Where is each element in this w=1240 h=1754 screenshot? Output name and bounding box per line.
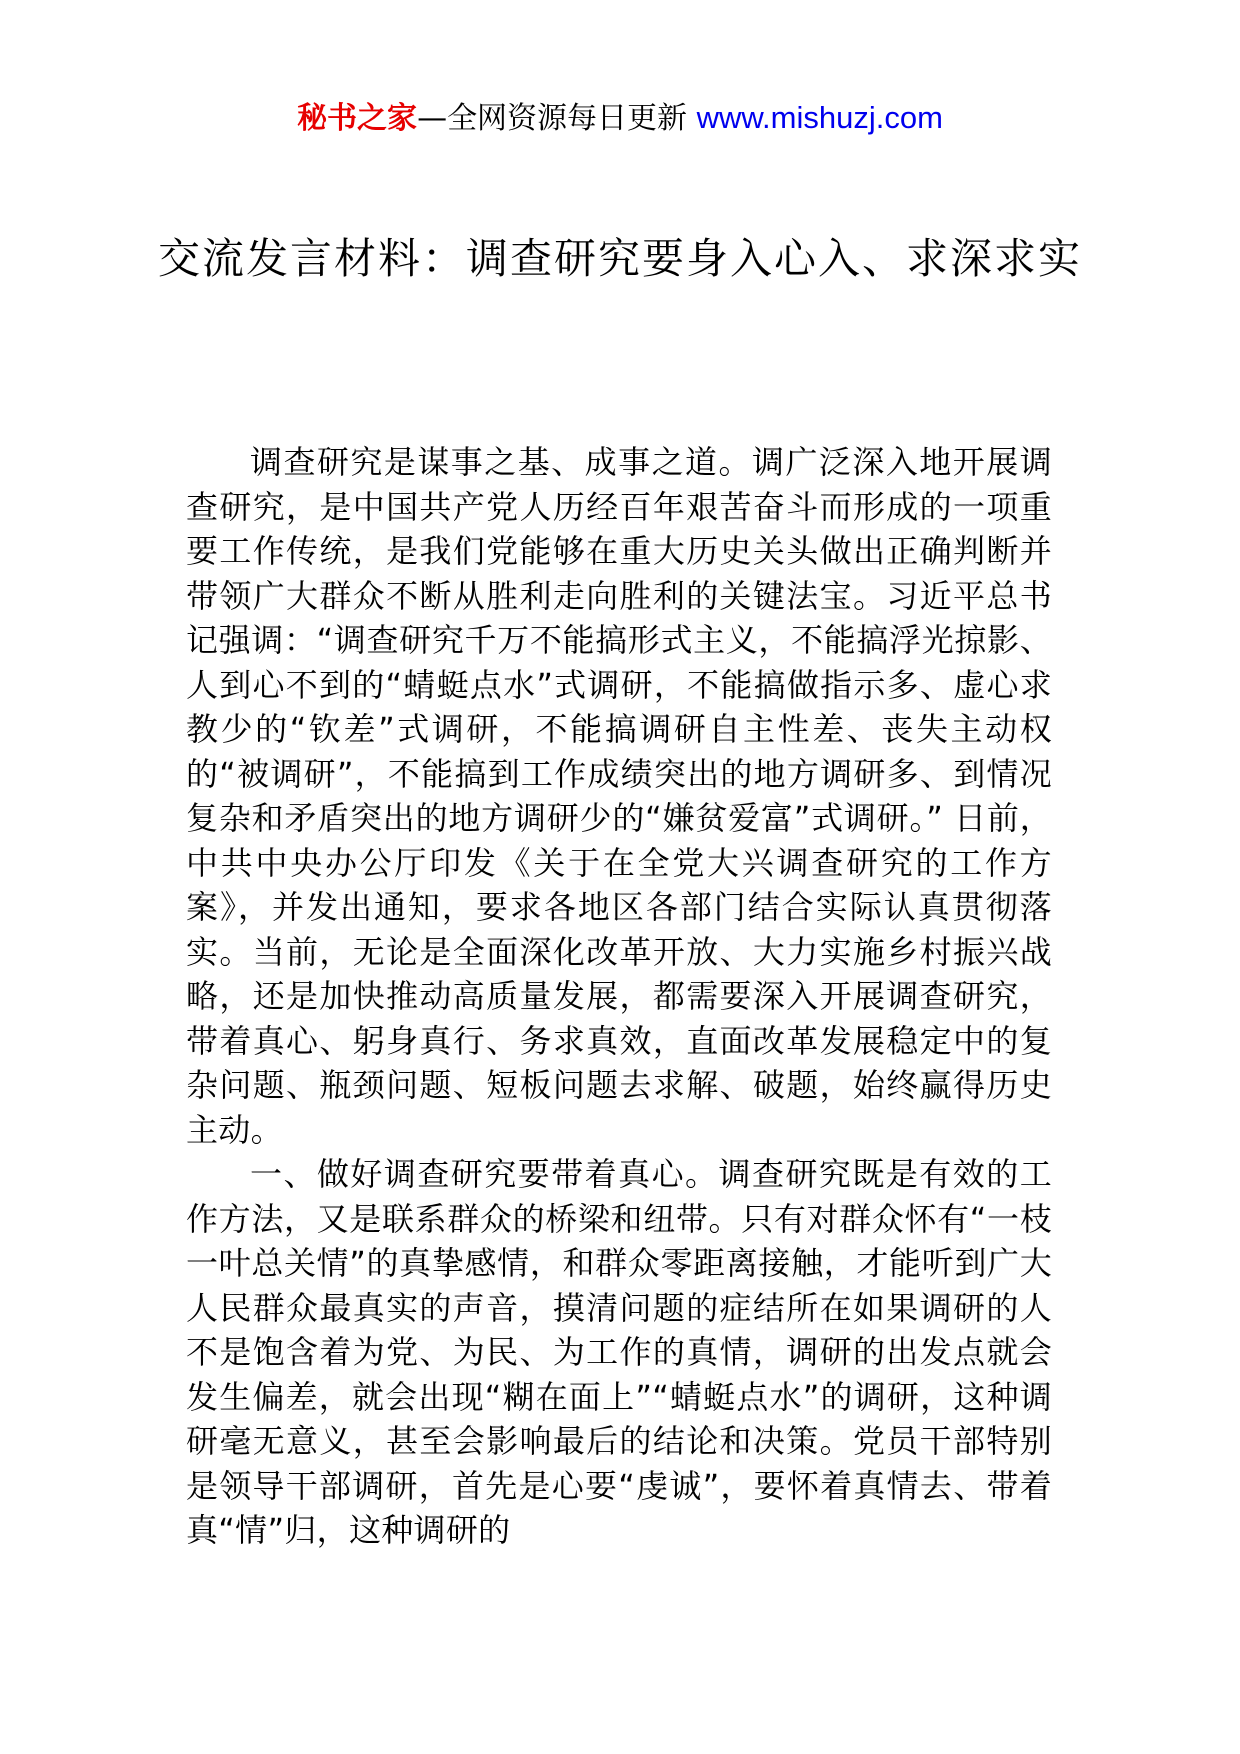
site-header [0, 98, 1240, 139]
site-url-link[interactable]: www.mishuzj.com [696, 100, 943, 135]
paragraph-section-one: 一、做好调查研究要带着真心。调查研究既是有效的工作方法，又是联系群众的桥梁和纽带。只有对群众怀有“一枝一叶总关情”的真挚感情，和群众零距离接触，才能听到广大人民群众最真实的声音，摸清问题的症结所在如果调研的人不是饱含着为党、为民、为工作的真情，调研的出发点就会发生偏差，就会出现“糊在面上”“蜻蜓点水”的调研，这种调研毫无意义，甚至会影响最后的结论和决策。党员干部特别是领导干部调研，首先是心要“虔诚”，要怀着真情去、带着真“情”归，这种调研的 [186, 1155, 1052, 1549]
document-body [186, 440, 1052, 1553]
document-title: 交流发言材料：调查研究要身入心入、求深求实 [157, 234, 1082, 283]
paragraph-intro: 调查研究是谋事之基、成事之道。调广泛深入地开展调查研究，是中国共产党人历经百年艰苦奋斗而形成的一项重要工作传统，是我们党能够在重大历史关头做出正确判断并带领广大群众不断从胜利走向胜利的关键法宝。习近平总书记强调：“调查研究千万不能搞形式主义，不能搞浮光掠影、人到心不到的“蜻蜓点水”式调研，不能搞做指示多、虚心求教少的“钦差”式调研，不能搞调研自主性差、丧失主动权的“被调研”，不能搞到工作成绩突出的地方调研多、到情况复杂和矛盾突出的地方调研少的“嫌贫爱富”式调研。” 日前，中共中央办公厅印发《关于在全党大兴调查研究的工作方案》，并发出通知，要求各地区各部门结合实际认真贯彻落实。当前，无论是全面深化改革开放、大力实施乡村振兴战略，还是加快推动高质量发展，都需要深入开展调查研究，带着真心、躬身真行、务求真效，直面改革发展稳定中的复杂问题、瓶颈问题、短板问题去求解、破题，始终赢得历史主动。 [186, 443, 1052, 1149]
site-brand: 秘书之家 [297, 101, 418, 136]
site-tagline: —全网资源每日更新 [417, 101, 688, 136]
